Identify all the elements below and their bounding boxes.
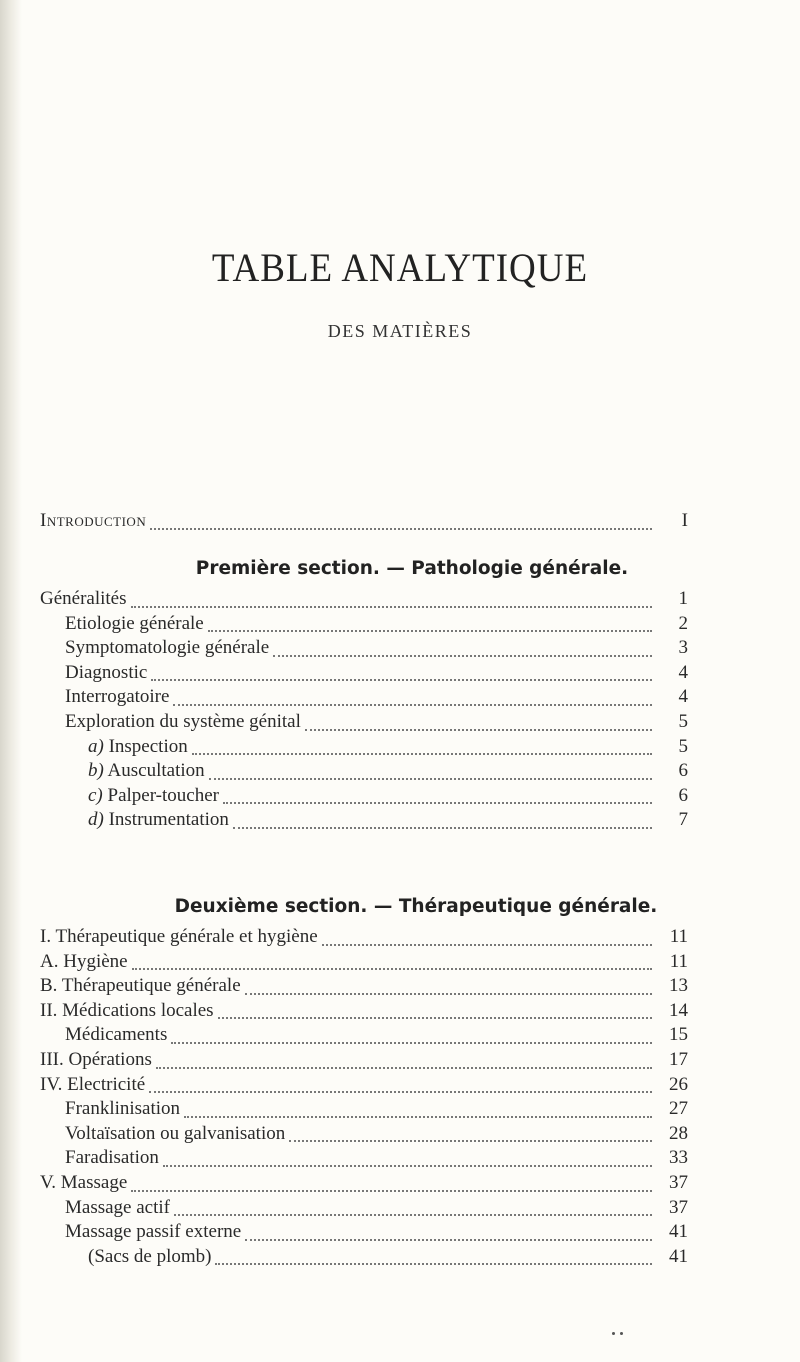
toc-entry-text: Massage passif externe — [65, 1221, 242, 1243]
toc-entry-label — [40, 1172, 127, 1194]
toc-entry-page: 5 — [678, 735, 688, 757]
toc-entry-label — [65, 1221, 241, 1243]
leader-dots — [184, 1116, 652, 1118]
toc-entry — [40, 1147, 688, 1172]
leader-dots — [149, 1091, 652, 1093]
leader-dots — [208, 630, 652, 632]
toc-entry — [40, 711, 688, 736]
section2-heading: Deuxième section. — Thérapeutique générale. — [174, 896, 658, 917]
toc-entry-label — [65, 711, 301, 733]
toc-entry-page: 26 — [669, 1073, 688, 1095]
toc-entry-text: Etiologie générale — [65, 612, 204, 634]
toc-entry-text: Diagnostic — [65, 661, 148, 683]
leader-dots — [289, 1140, 652, 1142]
toc-entry-label — [65, 1197, 170, 1219]
page-title: TABLE ANALYTIQUE — [211, 246, 589, 291]
toc-entry-label — [40, 975, 241, 997]
toc-entry — [40, 686, 688, 711]
toc-entry-text: (Sacs de plomb) — [88, 1245, 212, 1267]
toc-entry-page: 13 — [669, 975, 688, 997]
introduction-label: Introduction — [40, 510, 147, 531]
ink-speck — [612, 1332, 615, 1335]
toc-entry-label — [65, 637, 269, 659]
toc-entry-label — [88, 809, 229, 831]
ink-speck — [620, 1332, 623, 1335]
leader-dots — [151, 679, 652, 681]
leader-dots — [132, 968, 652, 970]
leader-dots — [150, 528, 652, 530]
toc-entry-label — [88, 785, 219, 807]
toc-entry-text: I. Thérapeutique générale et hygiène — [40, 926, 318, 947]
toc-entry-page: 41 — [669, 1245, 688, 1267]
toc-entry-page: 11 — [669, 926, 688, 947]
toc-entry-label — [88, 736, 188, 758]
toc-entry — [40, 662, 688, 687]
toc-entry-label — [40, 1074, 145, 1096]
toc-entry-page: 14 — [669, 999, 688, 1021]
leader-dots — [322, 944, 652, 946]
toc-entry-text: II. Médications locales — [40, 999, 214, 1021]
toc-entry-label — [65, 686, 169, 708]
toc-entry — [40, 613, 688, 638]
toc-entry-label — [65, 1098, 180, 1120]
page-subtitle: DES MATIÈRES — [327, 321, 473, 341]
leader-dots — [218, 1017, 652, 1019]
introduction-entry — [40, 510, 688, 535]
toc-entry — [40, 736, 688, 761]
toc-entry-text: III. Opérations — [40, 1048, 152, 1070]
toc-entry-page: 28 — [669, 1122, 688, 1144]
toc-entry-page: 1 — [678, 588, 688, 609]
toc-entry — [40, 1197, 688, 1222]
toc-entry — [40, 975, 688, 1000]
leader-dots — [171, 1042, 652, 1044]
section2-entries — [40, 926, 688, 1270]
toc-entry-page: 27 — [669, 1098, 688, 1120]
toc-entry-label — [40, 588, 127, 610]
leader-dots — [156, 1067, 652, 1069]
toc-entry-page: 41 — [669, 1221, 688, 1243]
toc-entry-marker: c) — [88, 784, 103, 806]
toc-entry — [40, 1024, 688, 1049]
toc-entry — [40, 951, 688, 976]
leader-dots — [131, 1190, 652, 1192]
toc-entry-page: 3 — [678, 637, 688, 659]
toc-entry-page: 5 — [678, 710, 688, 732]
toc-entry-page: 2 — [678, 612, 688, 634]
section1-heading: Première section. — Pathologie générale. — [195, 558, 629, 579]
toc-entry-label — [65, 662, 147, 684]
toc-entry-text: Généralités — [40, 588, 127, 609]
leader-dots — [131, 606, 652, 608]
toc-entry-label — [40, 951, 128, 973]
toc-entry-text: IV. Electricité — [40, 1073, 146, 1095]
toc-entry-text: Instrumentation — [108, 809, 229, 831]
leader-dots — [163, 1165, 652, 1167]
toc-entry-page: 15 — [669, 1024, 688, 1046]
toc-entry-text: Médicaments — [65, 1024, 168, 1046]
toc-entry — [40, 926, 688, 951]
toc-entry-page: 6 — [678, 760, 688, 782]
toc-entry-marker: b) — [88, 760, 104, 782]
toc-entry-text: Franklinisation — [65, 1098, 181, 1120]
toc-entry-text: Faradisation — [65, 1147, 159, 1169]
toc-entry-marker: d) — [88, 809, 104, 831]
toc-entry — [40, 637, 688, 662]
toc-entry-page: 6 — [678, 784, 688, 806]
leader-dots — [173, 704, 652, 706]
toc-entry-text: A. Hygiène — [40, 950, 128, 972]
toc-entry-page: 4 — [678, 661, 688, 683]
toc-entry — [40, 1221, 688, 1246]
toc-entry-label — [40, 1049, 152, 1071]
toc-entry-text: Auscultation — [107, 760, 205, 782]
toc-entry-text: Exploration du système génital — [65, 710, 301, 732]
leader-dots — [233, 827, 652, 829]
toc-entry — [40, 1098, 688, 1123]
toc-entry-label — [88, 1246, 211, 1268]
toc-entry-text: Palper-toucher — [107, 784, 219, 806]
leader-dots — [215, 1263, 652, 1265]
toc-entry-label — [65, 613, 204, 635]
toc-entry-text: Symptomatologie générale — [65, 637, 270, 659]
toc-entry-page: 11 — [669, 950, 688, 972]
toc-entry — [40, 785, 688, 810]
toc-entry-marker: a) — [88, 735, 104, 757]
toc-entry — [40, 1074, 688, 1099]
toc-entry-label — [88, 760, 205, 782]
toc-entry-label — [40, 926, 318, 948]
leader-dots — [305, 729, 652, 731]
toc-entry-label — [65, 1024, 167, 1046]
toc-entry-text: Voltaïsation ou galvanisation — [65, 1122, 286, 1144]
toc-entry-page: 33 — [669, 1147, 688, 1169]
section1-entries — [40, 588, 688, 834]
toc-entry-label — [65, 1123, 285, 1145]
toc-entry — [40, 809, 688, 834]
toc-entry-label — [40, 1000, 214, 1022]
leader-dots — [245, 993, 652, 995]
toc-entry-text: V. Massage — [40, 1171, 128, 1193]
toc-entry-text: B. Thérapeutique générale — [40, 975, 241, 997]
toc-entry-text: Massage actif — [65, 1196, 170, 1218]
leader-dots — [273, 655, 652, 657]
page-gutter-shadow — [0, 0, 22, 1362]
toc-entry — [40, 760, 688, 785]
toc-entry-page: 37 — [669, 1196, 688, 1218]
leader-dots — [174, 1214, 652, 1216]
leader-dots — [223, 802, 652, 804]
introduction-page: I — [681, 510, 688, 531]
toc-entry-text: Inspection — [108, 735, 188, 757]
toc-entry — [40, 1172, 688, 1197]
toc-entry-page: 4 — [678, 686, 688, 708]
leader-dots — [245, 1239, 652, 1241]
leader-dots — [192, 753, 652, 755]
toc-entry-label — [65, 1147, 159, 1169]
toc-entry-page: 17 — [669, 1048, 688, 1070]
toc-entry-page: 7 — [678, 809, 688, 831]
leader-dots — [209, 778, 652, 780]
toc-entry-text: Interrogatoire — [65, 686, 170, 708]
toc-entry — [40, 1049, 688, 1074]
toc-entry-page: 37 — [669, 1171, 688, 1193]
toc-entry — [40, 1000, 688, 1025]
toc-entry — [40, 1123, 688, 1148]
toc-entry — [40, 1246, 688, 1271]
toc-entry — [40, 588, 688, 613]
